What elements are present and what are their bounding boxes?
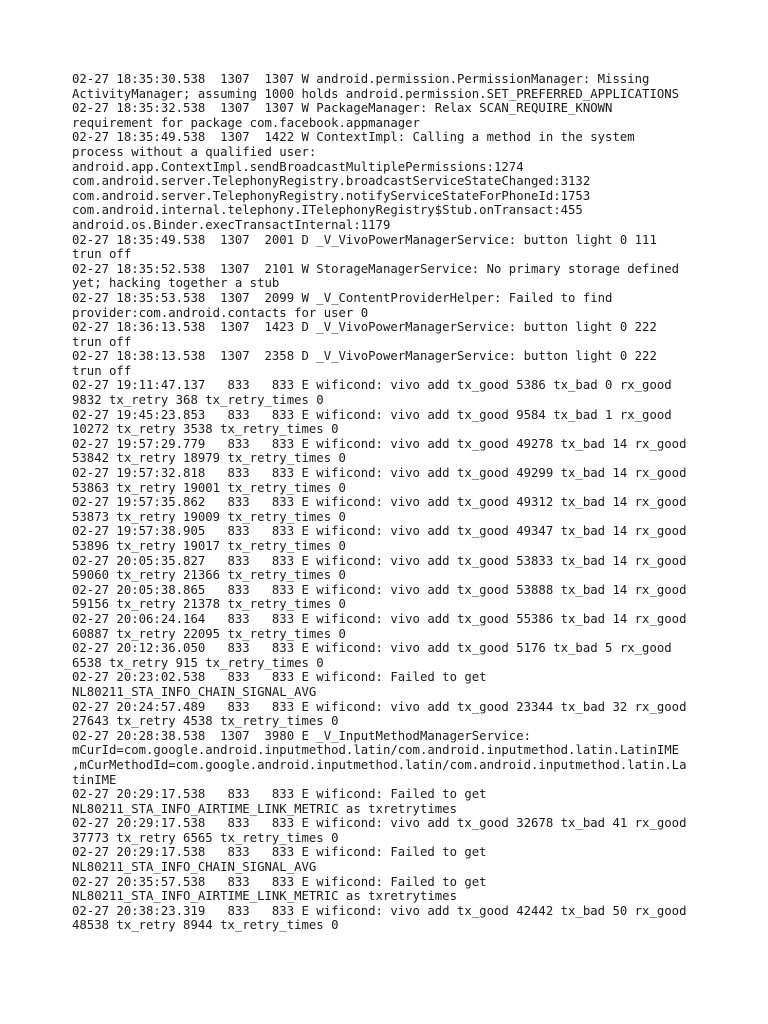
log-line: 02-27 19:57:29.779 833 833 E wificond: vivo add tx_good 49278 tx_bad 14 rx_good <box>72 436 687 451</box>
log-line: tinIME <box>72 772 117 787</box>
log-line: 02-27 20:29:17.538 833 833 E wificond: Failed to get <box>72 845 487 860</box>
log-line: requirement for package com.facebook.appmanager <box>72 115 420 130</box>
log-line: 02-27 18:35:49.538 1307 1422 W ContextImpl: Calling a method in the system <box>72 130 635 145</box>
log-line: trun off <box>72 334 132 349</box>
log-line: NL80211_STA_INFO_CHAIN_SIGNAL_AVG <box>72 684 317 699</box>
log-line: 53842 tx_retry 18979 tx_retry_times 0 <box>72 451 346 466</box>
log-line: 59060 tx_retry 21366 tx_retry_times 0 <box>72 568 346 583</box>
log-line: trun off <box>72 247 132 262</box>
log-line: com.android.internal.telephony.ITelephonyRegistry$Stub.onTransact:455 <box>72 203 583 218</box>
log-line: 02-27 19:45:23.853 833 833 E wificond: vivo add tx_good 9584 tx_bad 1 rx_good <box>72 407 672 422</box>
log-line: process without a qualified user: <box>72 144 317 159</box>
log-line: android.os.Binder.execTransactInternal:1179 <box>72 217 391 232</box>
log-line: 02-27 18:35:32.538 1307 1307 W PackageManager: Relax SCAN_REQUIRE_KNOWN <box>72 101 613 116</box>
log-line: 02-27 18:36:13.538 1307 1423 D _V_VivoPowerManagerService: button light 0 222 <box>72 320 657 335</box>
log-line: 02-27 20:23:02.538 833 833 E wificond: Failed to get <box>72 670 487 685</box>
log-line: ActivityManager; assuming 1000 holds android.permission.SET_PREFERRED_APPLICATIONS <box>72 86 680 101</box>
log-line: android.app.ContextImpl.sendBroadcastMultiplePermissions:1274 <box>72 159 524 174</box>
log-line: trun off <box>72 363 132 378</box>
log-line: 02-27 20:24:57.489 833 833 E wificond: vivo add tx_good 23344 tx_bad 32 rx_good <box>72 699 687 714</box>
log-line: 10272 tx_retry 3538 tx_retry_times 0 <box>72 422 339 437</box>
log-line: com.android.server.TelephonyRegistry.broadcastServiceStateChanged:3132 <box>72 174 591 189</box>
log-line: 02-27 20:06:24.164 833 833 E wificond: vivo add tx_good 55386 tx_bad 14 rx_good <box>72 611 687 626</box>
log-line: NL80211_STA_INFO_CHAIN_SIGNAL_AVG <box>72 860 317 875</box>
log-line: 02-27 18:35:52.538 1307 2101 W StorageManagerService: No primary storage defined <box>72 261 680 276</box>
log-line: NL80211_STA_INFO_AIRTIME_LINK_METRIC as txretrytimes <box>72 889 457 904</box>
log-line: 53873 tx_retry 19009 tx_retry_times 0 <box>72 509 346 524</box>
log-line: 53863 tx_retry 19001 tx_retry_times 0 <box>72 480 346 495</box>
log-line: com.android.server.TelephonyRegistry.notifyServiceStateForPhoneId:1753 <box>72 188 591 203</box>
log-line: 02-27 20:12:36.050 833 833 E wificond: vivo add tx_good 5176 tx_bad 5 rx_good <box>72 641 672 656</box>
log-line: 02-27 20:29:17.538 833 833 E wificond: Failed to get <box>72 787 487 802</box>
log-line: 02-27 19:11:47.137 833 833 E wificond: vivo add tx_good 5386 tx_bad 0 rx_good <box>72 378 672 393</box>
log-line: 02-27 20:38:23.319 833 833 E wificond: vivo add tx_good 42442 tx_bad 50 rx_good <box>72 903 687 918</box>
log-line: 27643 tx_retry 4538 tx_retry_times 0 <box>72 714 339 729</box>
log-line: 02-27 19:57:35.862 833 833 E wificond: vivo add tx_good 49312 tx_bad 14 rx_good <box>72 495 687 510</box>
log-line: 02-27 20:05:38.865 833 833 E wificond: vivo add tx_good 53888 tx_bad 14 rx_good <box>72 582 687 597</box>
log-line: 02-27 20:28:38.538 1307 3980 E _V_InputMethodManagerService: <box>72 728 532 743</box>
log-line: 59156 tx_retry 21378 tx_retry_times 0 <box>72 597 346 612</box>
log-line: yet; hacking together a stub <box>72 276 280 291</box>
log-document <box>72 72 712 933</box>
log-line: 02-27 19:57:38.905 833 833 E wificond: vivo add tx_good 49347 tx_bad 14 rx_good <box>72 524 687 539</box>
log-line: 53896 tx_retry 19017 tx_retry_times 0 <box>72 539 346 553</box>
log-line: 02-27 19:57:32.818 833 833 E wificond: vivo add tx_good 49299 tx_bad 14 rx_good <box>72 466 687 481</box>
log-line: 02-27 20:29:17.538 833 833 E wificond: vivo add tx_good 32678 tx_bad 41 rx_good <box>72 816 687 831</box>
log-line: 9832 tx_retry 368 tx_retry_times 0 <box>72 393 324 408</box>
log-line: 48538 tx_retry 8944 tx_retry_times 0 <box>72 918 339 933</box>
log-line: 6538 tx_retry 915 tx_retry_times 0 <box>72 655 324 670</box>
log-line: 02-27 20:05:35.827 833 833 E wificond: vivo add tx_good 53833 tx_bad 14 rx_good <box>72 553 687 568</box>
log-line: 02-27 18:35:53.538 1307 2099 W _V_ContentProviderHelper: Failed to find <box>72 290 613 305</box>
log-line: 60887 tx_retry 22095 tx_retry_times 0 <box>72 626 346 641</box>
log-line: 02-27 18:38:13.538 1307 2358 D _V_VivoPowerManagerService: button light 0 222 <box>72 349 657 364</box>
log-line: 02-27 18:35:30.538 1307 1307 W android.permission.PermissionManager: Missing <box>72 72 650 86</box>
log-line: NL80211_STA_INFO_AIRTIME_LINK_METRIC as txretrytimes <box>72 801 457 816</box>
log-line: 02-27 20:35:57.538 833 833 E wificond: Failed to get <box>72 874 487 889</box>
log-line: ,mCurMethodId=com.google.android.inputmethod.latin/com.android.inputmethod.latin.La <box>72 757 687 772</box>
log-line: 02-27 18:35:49.538 1307 2001 D _V_VivoPowerManagerService: button light 0 111 <box>72 232 657 247</box>
log-line: provider:com.android.contacts for user 0 <box>72 305 369 320</box>
log-line: mCurId=com.google.android.inputmethod.latin/com.android.inputmethod.latin.LatinIME <box>72 743 680 758</box>
log-line: 37773 tx_retry 6565 tx_retry_times 0 <box>72 830 339 845</box>
